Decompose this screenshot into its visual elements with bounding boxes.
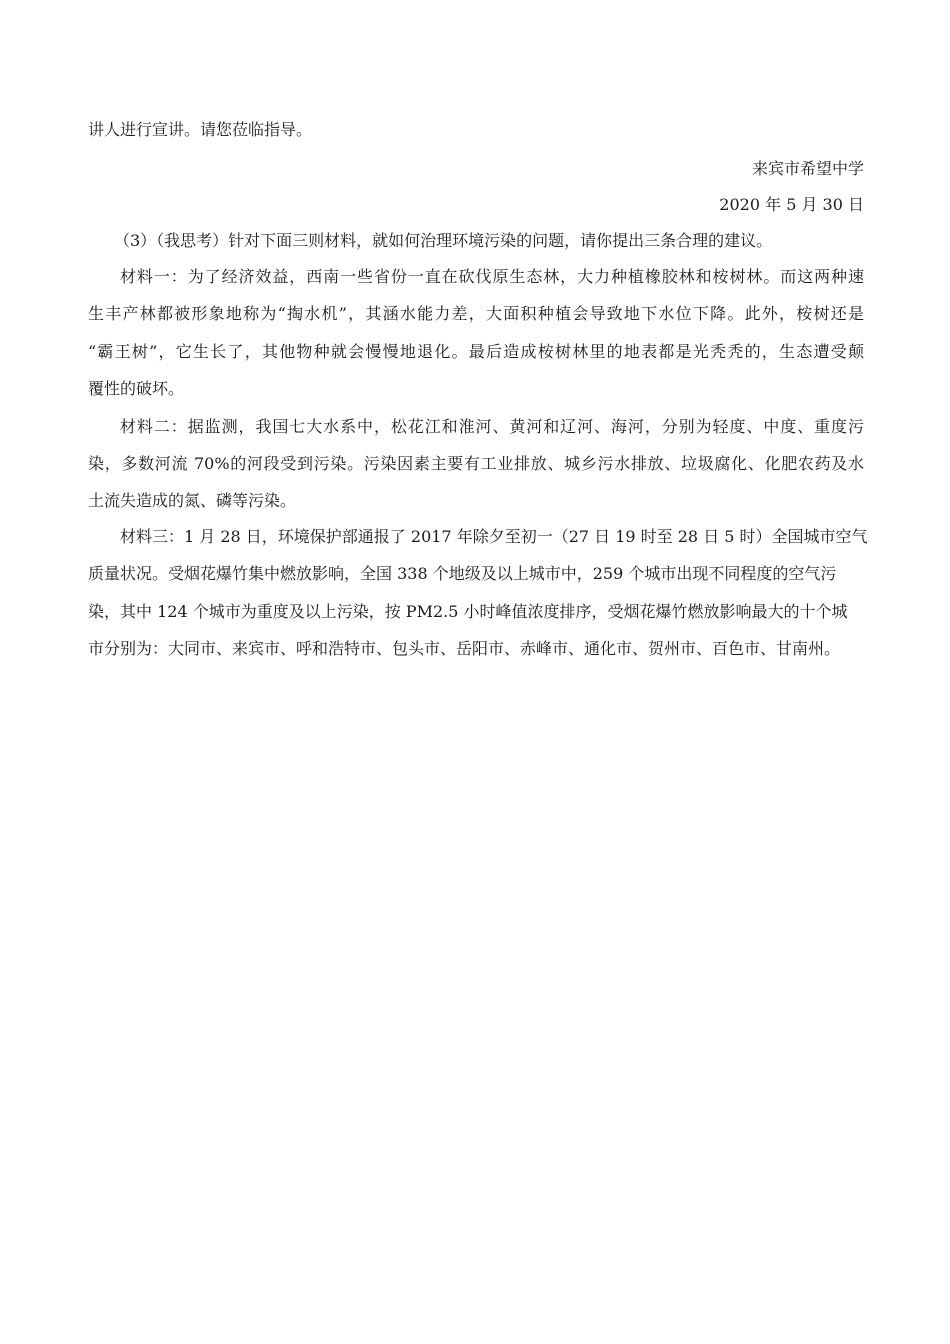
material-1-line: 生丰产林都被形象地称为“掏水机”，其涵水能力差，大面积种植会导致地下水位下降。此外，桉树还是 [88,304,864,323]
material-3-line: 染，其中 124 个城市为重度及以上污染，按 PM2.5 小时峰值浓度排序，受烟花爆竹燃放影响最大的十个城 [88,602,848,621]
material-2-line: 材料二：据监测，我国七大水系中，松花江和淮河、黄河和辽河、海河，分别为轻度、中度、重度污 [120,417,864,436]
material-1-line: 覆性的破坏。 [88,379,185,398]
material-3-line: 材料三：1 月 28 日，环境保护部通报了 2017 年除夕至初一（27 日 19 时至 28 日 5 时）全国城市空气 [120,527,868,546]
letter-signature: 来宾市希望中学 [751,159,864,178]
letter-closing-line: 讲人进行宣讲。请您莅临指导。 [88,120,313,139]
material-3-line: 市分别为：大同市、来宾市、呼和浩特市、包头市、岳阳市、赤峰市、通化市、贺州市、百色市、甘南州。 [88,639,841,658]
question-prompt: （3）（我思考）针对下面三则材料，就如何治理环境污染的问题，请你提出三条合理的建议。 [114,231,773,250]
material-2-line: 染，多数河流 70%的河段受到污染。污染因素主要有工业排放、城乡污水排放、垃圾腐化、化肥农药及水 [88,454,864,473]
material-2-line: 土流失造成的氮、磷等污染。 [88,491,297,510]
letter-date: 2020 年 5 月 30 日 [719,195,864,214]
material-3-line: 质量状况。受烟花爆竹集中燃放影响，全国 338 个地级及以上城市中，259 个城市出现不同程度的空气污 [88,564,837,583]
material-1-line: 材料一：为了经济效益，西南一些省份一直在砍伐原生态林，大力种植橡胶林和桉树林。而这两种速 [120,267,864,286]
material-1-line: “霸王树”，它生长了，其他物种就会慢慢地退化。最后造成桉树林里的地表都是光秃秃的，生态遭受颠 [88,342,864,361]
